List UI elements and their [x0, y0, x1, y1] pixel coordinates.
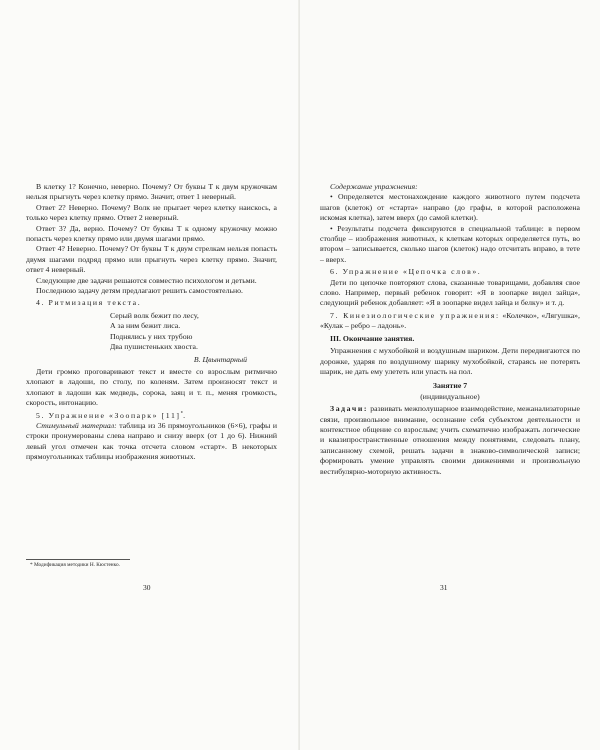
stimulus-text: таблица из 36 прямоугольников (6×6), графы и строки пронумерованы слева направо и снизу вверх (от 1 до 6). Нижний левый угол отмечен как точка отсчета словом «старт». В некоторых прямоугольниках таблицы изображения животных. [26, 420, 277, 462]
paragraph-last-task: Последнюю задачу детям предлагают решить самостоятельно. [36, 286, 243, 296]
right-text-column [320, 182, 580, 477]
paragraph-tasks [320, 404, 580, 477]
tasks-text: развивать межполушарное взаимодействие, межанализаторные связи, произвольное внимание, осознание себя субъектом деятельности и контекстное общение со взрослым; учить схематично изображать логические и квазипространственные отношения между понятиями, следовать плану, записанному схемой, решать задачи в знаково-символической записи; формировать умение управлять своими движениями и произвольную вестибулярно-моторную активность. [320, 404, 580, 476]
paragraph-answer-3: Ответ 3? Да, верно. Почему? От буквы Т к одному кружочку можно попасть через клетку прямо или двумя шагами прямо. [26, 223, 277, 244]
footnote: * Модификация методики Н. Кюстенко. [30, 562, 120, 568]
poem-line: А за ним бежит лиса. [110, 321, 181, 331]
poem [110, 311, 277, 353]
section-7-heading [320, 311, 580, 332]
section-3-heading: III. Окончание занятия. [330, 333, 415, 343]
page-number-right: 31 [440, 583, 448, 592]
content-heading [320, 182, 580, 192]
paragraph-answer-2: Ответ 2? Неверно. Почему? Волк не прыгает через клетку наискось, а только через клетку прямо. Ответ 2 неверный. [26, 202, 277, 223]
paragraph-answer-4: Ответ 4? Неверно. Почему? От буквы Т к двум стрелкам нельзя попасть двумя шагами подряд прямо или прыгнуть через клетку прямо. Значит, ответ 4 неверный. [26, 244, 277, 275]
lesson-subtitle: (индивидуальное) [420, 391, 480, 401]
section-5-heading: 5. Упражнение «Зоопарк» [11]*. [36, 410, 186, 420]
paragraph-chain: Дети по цепочке повторяют слова, сказанные товарищами, добавляя свое слово. Например, первый ребенок говорит: «Я в зоопарке видел зайца», следующий ребенок добавляет: «Я в зоопарке видел зайца и белку» и т. д. [320, 277, 580, 308]
section-4-heading: 4. Ритмизация текста. [36, 298, 142, 308]
paragraph-rhythm: Дети громко проговаривают текст и вместе со взрослым ритмично хлопают в ладоши, по столу, по коленям. Затем произносят текст и хлопают в ладоши как медведь, сорока, заяц и т. п., меняя громкость, скорость, интонацию. [26, 366, 277, 408]
paragraph-answer-1: В клетку 1? Конечно, неверно. Почему? От буквы Т к двум кружочкам нельзя прыгнуть через клетку прямо. Значит, ответ 1 неверный. [26, 182, 277, 202]
page-number-left: 30 [143, 583, 151, 592]
paragraph-ending: Упражнения с мухобойкой и воздушным шариком. Дети передвигаются по дорожке, ударяя по воздушному шарику мухобойкой, стараясь не потерять шарик, не дать ему улететь или упасть на пол. [320, 346, 580, 376]
tasks-label: Задачи: [330, 404, 369, 414]
paragraph-next-tasks: Следующие две задачи решаются совместно психологом и детьми. [36, 275, 257, 285]
poem-line: Серый волк бежит по лесу, [110, 310, 199, 320]
paragraph-stimulus [26, 421, 277, 463]
footnote-divider [26, 559, 130, 560]
section-5-label: 5. Упражнение «Зоопарк» [11] [36, 410, 181, 420]
poem-author: В. Цвынтарный [193, 354, 247, 364]
poem-line: Поднялись у них трубою [110, 331, 193, 341]
footnote-mark: * [180, 410, 184, 416]
stimulus-label: Стимульный материал: [36, 420, 117, 430]
content-heading-text: Содержание упражнения: [330, 182, 418, 191]
bullet-1: • Определяется местонахождение каждого животного путем подсчета шагов (клеток) от «старта» направо (до графы, в которой расположена искомая клетка), затем вверх (до самой клетки). [320, 192, 580, 223]
bullet-2: • Результаты подсчета фиксируются в специальной таблице: в первом столбце – изображения животных, к клеткам которых определяется путь, во втором – записывается, сколько шагов (клеток) надо отсчитать вправо, в тете – вверх. [320, 223, 580, 264]
poem-line: Два пушистеньких хвоста. [110, 342, 198, 352]
section-7-label: 7. Кинезиологические упражнения: [330, 310, 500, 320]
left-text-column [26, 182, 277, 463]
section-6-heading: 6. Упражнение «Цепочка слов». [330, 267, 482, 277]
lesson-title: Занятие 7 [432, 381, 468, 391]
section-7-text: «Колечко», «Лягушка», «Кулак – ребро – ладонь». [320, 310, 580, 331]
right-page [300, 0, 600, 750]
